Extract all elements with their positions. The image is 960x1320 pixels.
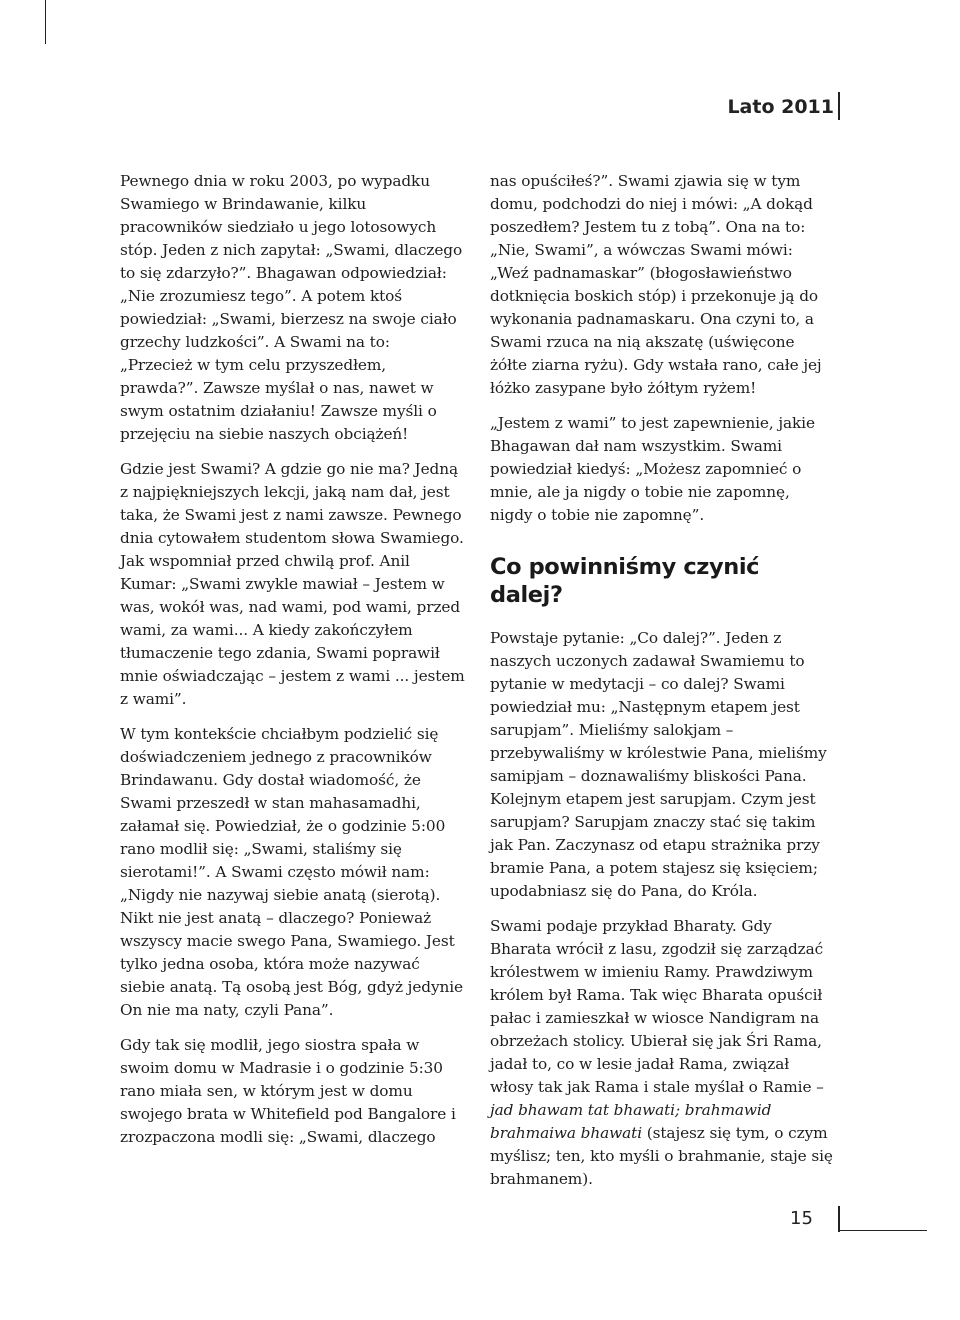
running-header: Lato 2011 xyxy=(727,96,834,118)
paragraph: W tym kontekście chciałbym podzielić się doświadczeniem jednego z pracowników Brindawanu. Gdy dostał wiadomość, że Swami przeszedł w stan mahasamadhi, załamał się. Powiedział, że o godzinie 5:00 rano modlił się: „Swami, staliśmy się sierotami!”. A Swami często mówił nam: „Nigdy nie nazywaj siebie anatą (sierotą). Nikt nie jest anatą – dlaczego? Ponieważ wszyscy macie swego Pana, Swamiego. Jest tylko jedna osoba, która może nazywać siebie anatą. Tą osobą jest Bóg, gdyż jedynie On nie ma naty, czyli Pana”. xyxy=(120,725,464,1019)
section-heading: Co powinniśmy czynić dalej? xyxy=(490,554,760,608)
page-number: 15 xyxy=(790,1208,813,1229)
paragraph-text: Swami podaje przykład Bharaty. Gdy Bharata wrócił z lasu, zgodził się zarządzać królestwem w imieniu Ramy. Prawdziwym królem był Rama. Tak więc Bharata opuścił pałac i zamieszkał w wiosce Nandigram na obrzeżach stolicy. Ubierał się jak Śri Rama, jadał to, co w lesie jadał Rama, związał włosy tak jak Rama i stale myślał o Ramie – xyxy=(490,917,824,1096)
paragraph xyxy=(490,915,835,1191)
header-divider xyxy=(838,92,840,120)
left-column xyxy=(120,170,465,1149)
footer-divider xyxy=(838,1206,840,1232)
paragraph: nas opuściłeś?”. Swami zjawia się w tym domu, podchodzi do niej i mówi: „A dokąd poszedłem? Jestem tu z tobą”. Ona na to: „Nie, Swami”, a wówczas Swami mówi: „Weź padnamaskar” (błogosławieństwo dotknięcia boskich stóp) i przekonuje ją do wykonania padnamaskaru. Ona czyni to, a Swami rzuca na nią akszatę (uświęcone żółte ziarna ryżu). Gdy wstała rano, całe jej łóżko zasypane było żółtym ryżem! xyxy=(490,172,822,397)
paragraph-text: (stajesz się tym, o czym myślisz; ten, kto myśli o brahmanie, staje się brahmanem). xyxy=(490,1124,833,1188)
paragraph: Powstaje pytanie: „Co dalej?”. Jeden z naszych uczonych zadawał Swamiemu to pytanie w medytacji – co dalej? Swami powiedział mu: „Następnym etapem jest sarupjam”. Mieliśmy salokjam – przebywaliśmy w królestwie Pana, mieliśmy samipjam – doznawaliśmy bliskości Pana. Kolejnym etapem jest sarupjam. Czym jest sarupjam? Sarupjam znaczy stać się takim jak Pan. Zaczynasz od etapu strażnika przy bramie Pana, a potem stajesz się księciem; upodabniasz się do Pana, do Króla. xyxy=(490,629,827,900)
paragraph: „Jestem z wami” to jest zapewnienie, jakie Bhagawan dał nam wszystkim. Swami powiedział kiedyś: „Możesz zapomnieć o mnie, ale ja nigdy o tobie nie zapomnę, nigdy o tobie nie zapomnę”. xyxy=(490,414,815,524)
crop-mark xyxy=(45,0,46,44)
right-column xyxy=(490,170,835,1191)
sanskrit-quote: jad bhawam tat bhawati; brahmawid brahmaiwa bhawati xyxy=(490,1101,772,1142)
paragraph: Pewnego dnia w roku 2003, po wypadku Swamiego w Brindawanie, kilku pracowników siedziało u jego lotosowych stóp. Jeden z nich zapytał: „Swami, dlaczego to się zdarzyło?”. Bhagawan odpowiedział: „Nie zrozumiesz tego”. A potem ktoś powiedział: „Swami, bierzesz na swoje ciało grzechy ludzkości”. A Swami na to: „Przecież w tym celu przyszedłem, prawda?”. Zawsze myślał o nas, nawet w swym ostatnim działaniu! Zawsze myśli o przejęciu na siebie naszych obciążeń! xyxy=(120,172,463,443)
paragraph: Gdy tak się modlił, jego siostra spała w swoim domu w Madrasie i o godzinie 5:30 rano miała sen, w którym jest w domu swojego brata w Whitefield pod Bangalore i zrozpaczona modli się: „Swami, dlaczego xyxy=(120,1036,456,1146)
footer-rule xyxy=(839,1230,927,1231)
paragraph: Gdzie jest Swami? A gdzie go nie ma? Jedną z najpiękniejszych lekcji, jaką nam dał, jest taka, że Swami jest z nami zawsze. Pewnego dnia cytowałem studentom słowa Swamiego. Jak wspomniał przed chwilą prof. Anil Kumar: „Swami zwykle mawiał – Jestem w was, wokół was, nad wami, pod wami, przed wami, za wami... A kiedy zakończyłem tłumaczenie tego zdania, Swami poprawił mnie oświadczając – jestem z wami ... jestem z wami”. xyxy=(120,460,465,708)
